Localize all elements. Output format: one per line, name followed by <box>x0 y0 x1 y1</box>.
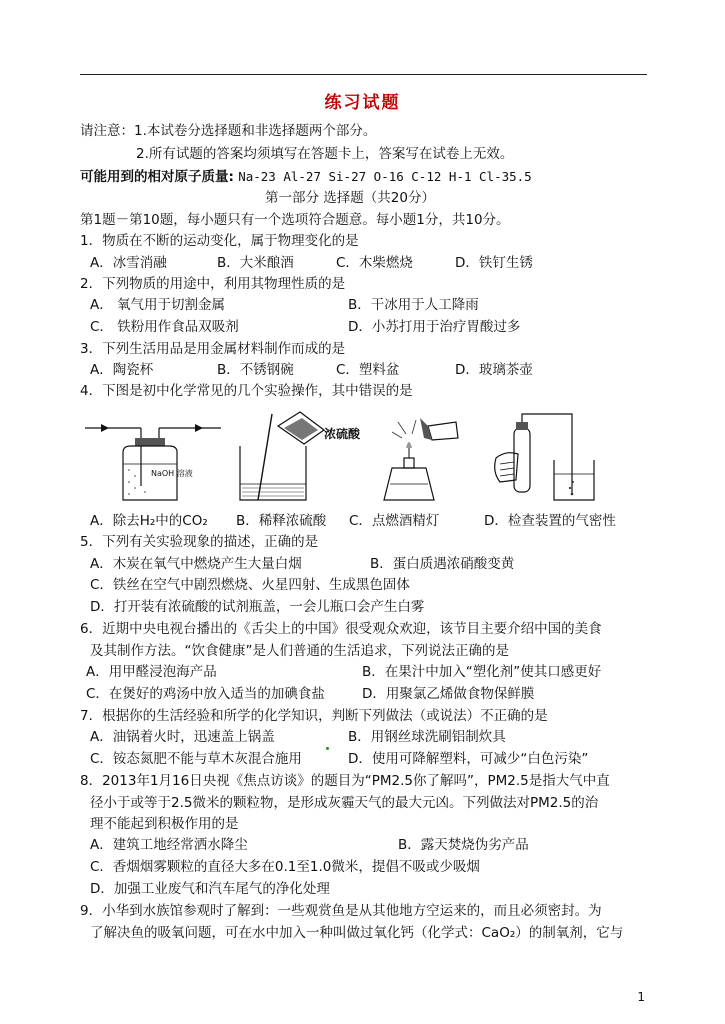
section-instructions: 第1题－第10题，每小题只有一个选项符合题意。每小题1分，共10分。 <box>80 212 510 228</box>
concentrated-acid-label: 浓硫酸 <box>324 427 361 441</box>
q3-stem: 3．下列生活用品是用金属材料制作而成的是 <box>80 341 346 357</box>
q4-option-c: C．点燃酒精灯 <box>349 513 440 529</box>
notice-line-1: 请注意：1.本试卷分选择题和非选择题两个部分。 <box>80 123 377 139</box>
q8-stem-line-3: 理不能起到积极作用的是 <box>90 816 239 832</box>
q8-stem-line-1: 8．2013年1月16日央视《焦点访谈》的题目为“PM2.5你了解吗”，PM2.5是指大气中直 <box>80 773 610 789</box>
q1-stem: 1．物质在不断的运动变化，属于物理变化的是 <box>80 233 359 249</box>
fig-d-airtightness-check <box>490 408 600 504</box>
q7-stem: 7．根据你的生活经验和所学的化学知识，判断下列做法（或说法）不正确的是 <box>80 708 548 724</box>
atomic-mass-label: 可能用到的相对原子质量: <box>80 169 234 185</box>
q5-option-c: C．铁丝在空气中剧烈燃烧、火星四射、生成黑色固体 <box>90 577 410 593</box>
naoh-solution-label: NaOH 溶液 <box>151 469 193 478</box>
part1-heading: 第一部分 选择题（共20分） <box>265 190 435 206</box>
q3-option-d: D．玻璃茶壶 <box>455 362 533 378</box>
q8-option-c: C．香烟烟雾颗粒的直径大多在0.1至1.0微米，提倡不吸或少吸烟 <box>90 859 480 875</box>
q6-option-c: C．在煲好的鸡汤中放入适当的加碘食盐 <box>86 686 325 702</box>
header-rule <box>80 74 647 75</box>
q1-option-c: C．木柴燃烧 <box>336 255 413 271</box>
q2-option-a: A． 氧气用于切割金属 <box>90 297 226 313</box>
q5-option-d: D．打开装有浓硫酸的试剂瓶盖，一会儿瓶口会产生白雾 <box>90 599 425 615</box>
q3-option-a: A．陶瓷杯 <box>90 362 154 378</box>
q2-option-c: C． 铁粉用作食品双吸剂 <box>90 319 239 335</box>
green-dot-mark <box>326 747 329 750</box>
q1-option-a: A．冰雪消融 <box>90 255 167 271</box>
q4-option-d: D．检查装置的气密性 <box>484 513 616 529</box>
q7-option-c: C．铵态氮肥不能与草木灰混合施用 <box>90 751 302 767</box>
q8-option-d: D．加强工业废气和汽车尾气的净化处理 <box>90 881 330 897</box>
q4-option-a: A．除去H₂中的CO₂ <box>90 513 208 529</box>
q2-option-d: D．小苏打用于治疗胃酸过多 <box>348 319 521 335</box>
q6-stem-line-2: 及其制作方法。“饮食健康”是人们普通的生活追求，下列说法正确的是 <box>90 643 509 659</box>
q9-stem-line-2: 了解决鱼的吸氧问题，可在水中加入一种叫做过氧化钙（化学式：CaO₂）的制氧剂，它与 <box>90 925 624 941</box>
q5-stem: 5．下列有关实验现象的描述，正确的是 <box>80 534 319 550</box>
fig-c-alcohol-lamp <box>368 408 468 504</box>
q6-stem-line-1: 6．近期中央电视台播出的《舌尖上的中国》很受观众欢迎，该节目主要介绍中国的美食 <box>80 621 602 637</box>
q2-option-b: B．干冰用于人工降雨 <box>348 297 479 313</box>
q7-option-d: D．使用可降解塑料，可减少“白色污染” <box>348 751 589 767</box>
page-title: 练习试题 <box>324 93 401 113</box>
q7-option-b: B．用钢丝球洗刷铝制炊具 <box>348 729 506 745</box>
q7-option-a: A．油锅着火时，迅速盖上锅盖 <box>90 729 275 745</box>
q3-option-b: B．不锈钢碗 <box>217 362 294 378</box>
q6-option-d: D．用聚氯乙烯做食物保鲜膜 <box>362 686 535 702</box>
q8-stem-line-2: 径小于或等于2.5微米的颗粒物，是形成灰霾天气的最大元凶。下列做法对PM2.5的治 <box>90 795 599 811</box>
q6-option-a: A．用甲醛浸泡海产品 <box>86 664 217 680</box>
q4-option-b: B．稀释浓硫酸 <box>236 513 327 529</box>
q1-option-d: D．铁钉生锈 <box>455 255 533 271</box>
q8-option-a: A．建筑工地经常洒水降尘 <box>90 837 248 853</box>
q4-stem: 4．下图是初中化学常见的几个实验操作，其中错误的是 <box>80 383 413 399</box>
q3-option-c: C．塑料盆 <box>336 362 400 378</box>
q2-stem: 2．下列物质的用途中，利用其物理性质的是 <box>80 276 346 292</box>
q6-option-b: B．在果汁中加入“塑化剂”使其口感更好 <box>362 664 602 680</box>
fig-b-dilute-acid <box>228 408 378 504</box>
page-number: 1 <box>637 990 645 1004</box>
q5-option-b: B．蛋白质遇浓硝酸变黄 <box>370 556 515 572</box>
q5-option-a: A．木炭在氧气中燃烧产生大量白烟 <box>90 556 302 572</box>
q8-option-b: B．露天焚烧伪劣产品 <box>398 837 529 853</box>
atomic-mass-values: Na-23 Al-27 Si-27 O-16 C-12 H-1 Cl-35.5 <box>238 169 532 184</box>
atomic-mass-line <box>80 168 532 186</box>
q1-option-b: B．大米酿酒 <box>217 255 294 271</box>
fig-a-gas-washing-bottle <box>85 408 225 504</box>
q9-stem-line-1: 9．小华到水族馆参观时了解到：一些观赏鱼是从其他地方空运来的，而且必须密封。为 <box>80 903 602 919</box>
notice-line-2: 2.所有试题的答案均须填写在答题卡上，答案写在试卷上无效。 <box>136 146 514 162</box>
